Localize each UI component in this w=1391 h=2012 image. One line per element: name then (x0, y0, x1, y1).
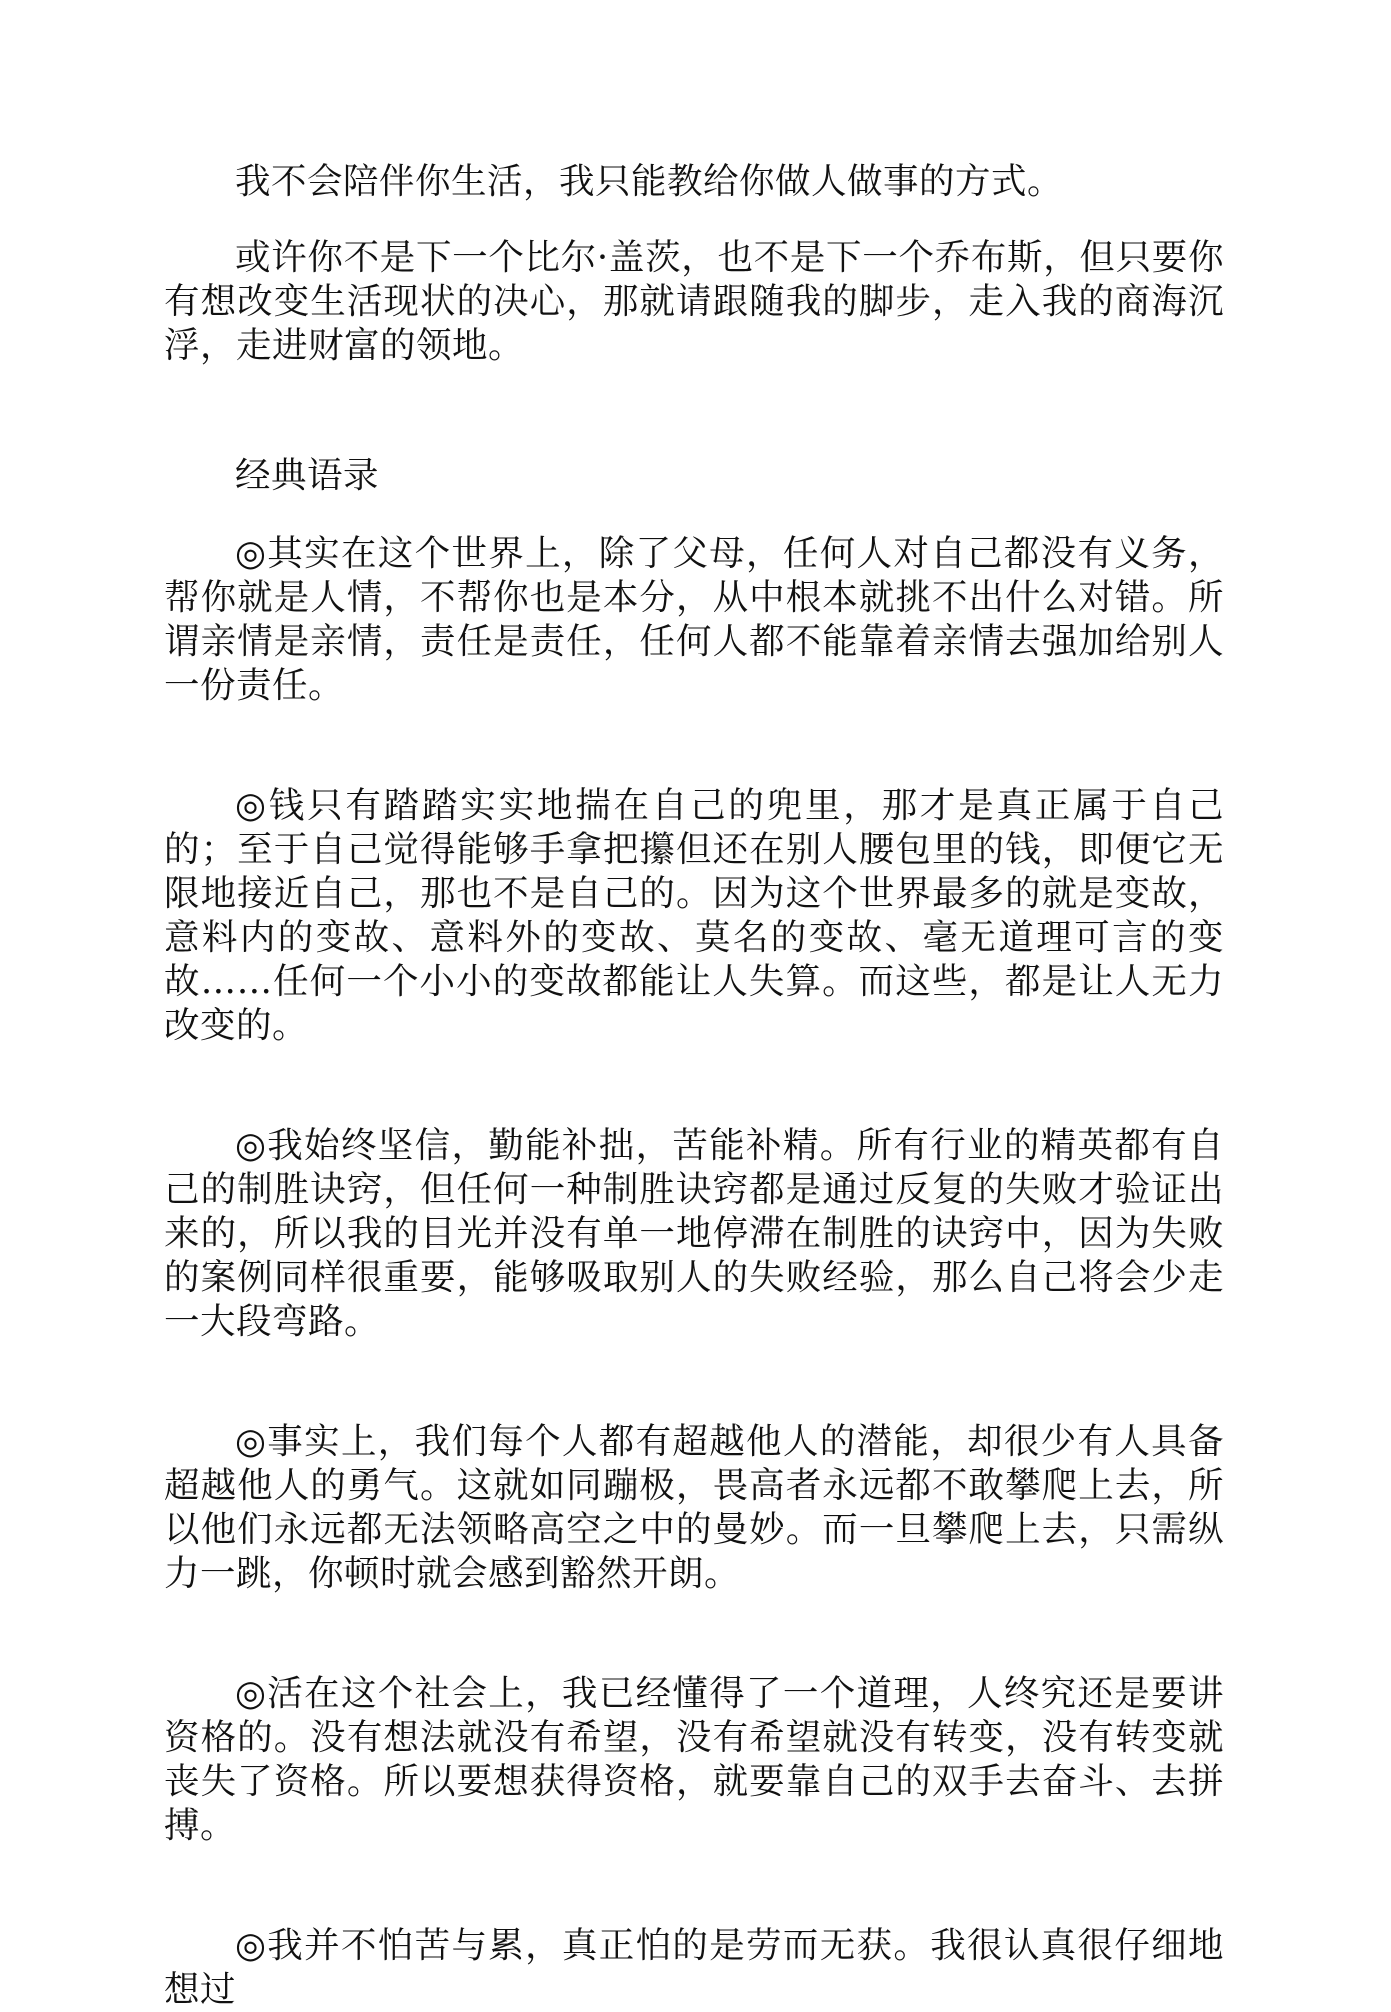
intro-paragraph-1: 我不会陪伴你生活，我只能教给你做人做事的方式。 (235, 161, 1064, 202)
intro-paragraph-2: 或许你不是下一个比尔·盖茨，也不是下一个乔布斯，但只要你有想改变生活现状的决心，那就请跟随我的脚步，走入我的商海沉浮，走进财富的领地。 (164, 237, 1224, 366)
quote-paragraph-2: ◎钱只有踏踏实实地揣在自己的兜里，那才是真正属于自己的；至于自己觉得能够手拿把攥但还在别人腰包里的钱，即便它无限地接近自己，那也不是自己的。因为这个世界最多的就是变故，意料内的变故、意料外的变故、莫名的变故、毫无道理可言的变故……任何一个小小的变故都能让人失算。而这些，都是让人无力改变的。 (164, 785, 1224, 1046)
quote-paragraph-4: ◎事实上，我们每个人都有超越他人的潜能，却很少有人具备超越他人的勇气。这就如同蹦极，畏高者永远都不敢攀爬上去，所以他们永远都无法领略高空之中的曼妙。而一旦攀爬上去，只需纵力一跳，你顿时就会感到豁然开朗。 (164, 1421, 1224, 1594)
quote-paragraph-6: ◎我并不怕苦与累，真正怕的是劳而无获。我很认真很仔细地想过 (164, 1925, 1224, 2010)
quote-paragraph-3: ◎我始终坚信，勤能补拙，苦能补精。所有行业的精英都有自己的制胜诀窍，但任何一种制胜诀窍都是通过反复的失败才验证出来的，所以我的目光并没有单一地停滞在制胜的诀窍中，因为失败的案例同样很重要，能够吸取别人的失败经验，那么自己将会少走一大段弯路。 (164, 1125, 1224, 1342)
quote-paragraph-1: ◎其实在这个世界上，除了父母，任何人对自己都没有义务，帮你就是人情，不帮你也是本分，从中根本就挑不出什么对错。所谓亲情是亲情，责任是责任，任何人都不能靠着亲情去强加给别人一份责任。 (164, 533, 1224, 706)
quote-paragraph-5: ◎活在这个社会上，我已经懂得了一个道理，人终究还是要讲资格的。没有想法就没有希望，没有希望就没有转变，没有转变就丧失了资格。所以要想获得资格，就要靠自己的双手去奋斗、去拼搏。 (164, 1673, 1224, 1846)
document-body (164, 160, 1224, 2012)
section-heading: 经典语录 (235, 455, 380, 496)
